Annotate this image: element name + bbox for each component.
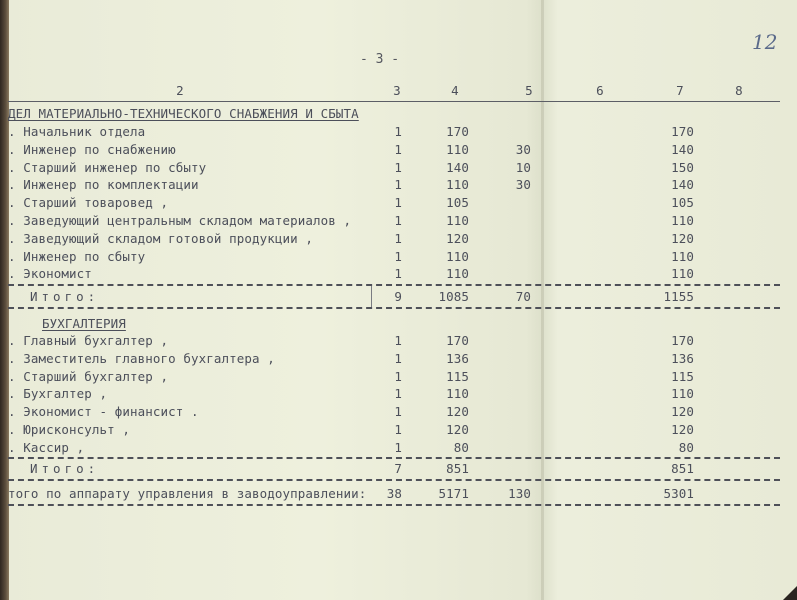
dashed-rule xyxy=(8,479,780,481)
row-c3: 1 xyxy=(394,195,402,211)
row-name: . Экономист xyxy=(8,266,92,282)
row-c7: 105 xyxy=(671,195,694,211)
row-c7: 110 xyxy=(671,266,694,282)
row-name: . Начальник отдела xyxy=(8,124,146,139)
total-supply-c5: 70 xyxy=(515,289,531,304)
row-c3: 1 xyxy=(394,266,402,282)
handwritten-page-number: 12 xyxy=(752,30,778,54)
grand-total-c7: 5301 xyxy=(663,486,694,501)
total-supply-c4: 1085 xyxy=(438,289,469,304)
total-accounting-c4: 851 xyxy=(446,461,469,476)
row-name: . Старший бухгалтер , xyxy=(8,368,169,384)
row-c4: 136 xyxy=(446,350,469,366)
row-c7: 120 xyxy=(671,422,694,437)
dashed-rule xyxy=(8,504,780,506)
grand-total-c5: 130 xyxy=(508,486,531,501)
dashed-rule xyxy=(8,457,780,459)
row-name: . Бухгалтер , xyxy=(8,386,108,402)
col-header-2: 2 xyxy=(176,83,184,98)
total-label-accounting: Итого: xyxy=(30,461,100,476)
row-c4: 170 xyxy=(446,124,469,139)
row-name: . Инженер по снабжению xyxy=(8,141,176,157)
sheet-number: - 3 - xyxy=(360,52,400,67)
row-c4: 110 xyxy=(446,386,469,402)
row-c7: 110 xyxy=(671,213,694,228)
row-c4: 110 xyxy=(446,177,469,193)
row-c3: 1 xyxy=(394,177,402,193)
row-c4: 110 xyxy=(446,141,469,157)
row-c3: 1 xyxy=(394,350,402,366)
row-c7: 110 xyxy=(671,386,694,402)
row-c7: 170 xyxy=(671,124,694,139)
row-name: . Старший инженер по сбыту xyxy=(8,159,207,175)
row-c3: 1 xyxy=(394,439,402,455)
total-supply-c3: 9 xyxy=(394,289,402,304)
row-c7: 170 xyxy=(671,333,694,348)
row-c3: 1 xyxy=(394,248,402,264)
row-c7: 150 xyxy=(671,159,694,175)
col-header-6: 6 xyxy=(596,83,604,98)
row-name: . Экономист - финансист . xyxy=(8,404,199,420)
row-c4: 120 xyxy=(446,422,469,437)
row-c4: 170 xyxy=(446,333,469,348)
row-c7: 120 xyxy=(671,230,694,246)
row-name: . Заместитель главного бухгалтера , xyxy=(8,350,275,366)
row-c7: 115 xyxy=(671,368,694,384)
total-supply-c7: 1155 xyxy=(663,289,694,304)
row-c3: 1 xyxy=(394,422,402,437)
row-c5: 30 xyxy=(515,177,531,193)
row-name: . Инженер по комплектации xyxy=(8,177,199,193)
row-c3: 1 xyxy=(394,159,402,175)
header-rule xyxy=(8,101,780,102)
row-c3: 1 xyxy=(394,213,402,228)
row-c4: 110 xyxy=(446,266,469,282)
row-c3: 1 xyxy=(394,230,402,246)
total-accounting-c7: 851 xyxy=(671,461,694,476)
row-c7: 110 xyxy=(671,248,694,264)
row-name: . Инженер по сбыту xyxy=(8,248,146,264)
col-header-5: 5 xyxy=(525,83,533,98)
row-c3: 1 xyxy=(394,404,402,420)
row-name: . Кассир , xyxy=(8,439,85,455)
col-header-3: 3 xyxy=(393,83,401,98)
row-c7: 140 xyxy=(671,141,694,157)
row-name: . Юрисконсульт , xyxy=(8,422,131,437)
row-c5: 10 xyxy=(515,159,531,175)
row-c7: 136 xyxy=(671,350,694,366)
row-c4: 80 xyxy=(453,439,469,455)
row-c4: 105 xyxy=(446,195,469,211)
dashed-rule xyxy=(8,307,780,309)
row-name: . Главный бухгалтер , xyxy=(8,333,169,348)
row-c4: 115 xyxy=(446,368,469,384)
row-c7: 140 xyxy=(671,177,694,193)
grand-total-label: того по аппарату управления в заводоуправлении: xyxy=(8,486,367,501)
row-c4: 110 xyxy=(446,213,469,228)
section-title-accounting: БУХГАЛТЕРИЯ xyxy=(42,316,126,331)
row-c4: 120 xyxy=(446,404,469,420)
row-c3: 1 xyxy=(394,386,402,402)
row-c4: 110 xyxy=(446,248,469,264)
row-c4: 140 xyxy=(446,159,469,175)
grand-total-c3: 38 xyxy=(386,486,402,501)
col-header-8: 8 xyxy=(735,83,743,98)
grand-total-c4: 5171 xyxy=(438,486,469,501)
dashed-rule xyxy=(8,284,780,286)
total-label-supply: Итого: xyxy=(30,289,100,304)
row-c7: 120 xyxy=(671,404,694,420)
row-name: . Заведующий складом готовой продукции , xyxy=(8,230,314,246)
col-header-4: 4 xyxy=(451,83,459,98)
row-c3: 1 xyxy=(394,368,402,384)
row-name: . Заведующий центральным складом материалов , xyxy=(8,213,352,228)
row-c5: 30 xyxy=(515,141,531,157)
page-corner xyxy=(783,586,797,600)
row-c3: 1 xyxy=(394,124,402,139)
total-accounting-c3: 7 xyxy=(394,461,402,476)
row-c3: 1 xyxy=(394,333,402,348)
row-name: . Старший товаровед , xyxy=(8,195,169,211)
col-header-7: 7 xyxy=(676,83,684,98)
row-c3: 1 xyxy=(394,141,402,157)
row-c7: 80 xyxy=(678,439,694,455)
row-c4: 120 xyxy=(446,230,469,246)
section-title-supply: ДЕЛ МАТЕРИАЛЬНО-ТЕХНИЧЕСКОГО СНАБЖЕНИЯ И СБЫТА xyxy=(8,106,359,121)
binding-edge xyxy=(0,0,9,600)
